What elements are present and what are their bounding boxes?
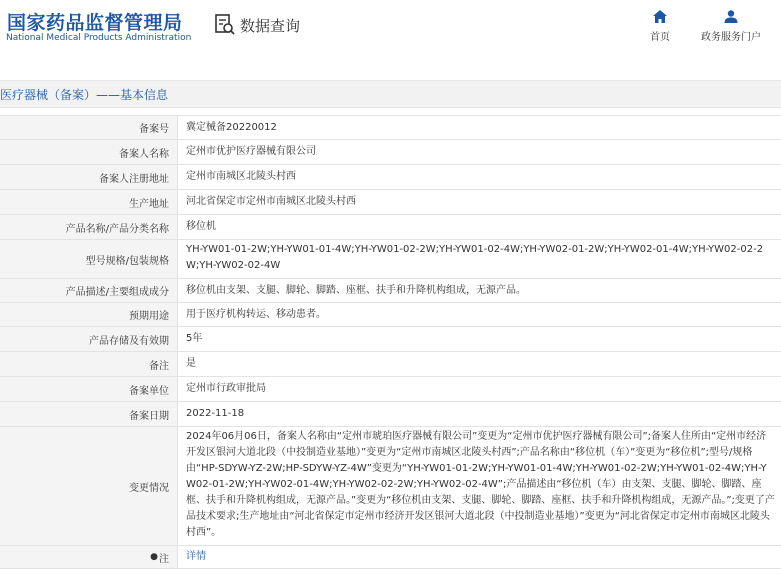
query-title: 数据查询 [240, 16, 301, 35]
row-label: 生产地址 [0, 190, 178, 214]
row-label: 产品名称/产品分类名称 [0, 215, 178, 239]
row-label: 备案日期 [0, 402, 178, 426]
table-row [0, 279, 781, 303]
home-icon [653, 10, 667, 23]
row-label: 备案号 [0, 116, 178, 139]
nav-service-portal[interactable] [701, 10, 761, 43]
row-value: 5年 [186, 333, 203, 344]
row-label: 型号规格/包装规格 [0, 240, 178, 278]
section-bar [0, 80, 781, 108]
table-row [0, 165, 781, 190]
row-label: 变更情况 [0, 427, 178, 545]
row-value: 移位机 [186, 221, 216, 232]
table-row [0, 427, 781, 546]
row-value: 是 [186, 358, 196, 369]
nav-home[interactable] [650, 10, 670, 43]
row-label: 预期用途 [0, 303, 178, 326]
table-row [0, 377, 781, 402]
row-value: 冀定械备20220012 [186, 121, 277, 133]
nav-service-portal-label: 政务服务门户 [701, 32, 761, 43]
table-row [0, 215, 781, 240]
row-value: 河北省保定市定州市南城区北陵头村西 [186, 196, 356, 207]
data-query-heading [214, 14, 300, 36]
row-label: 产品描述/主要组成成分 [0, 279, 178, 302]
table-row [0, 327, 781, 352]
details-link[interactable]: 详情 [186, 551, 206, 562]
note-label: ● 注 [0, 546, 178, 568]
row-label: 备案人名称 [0, 140, 178, 164]
nav-home-label: 首页 [650, 32, 670, 43]
document-search-icon [214, 14, 236, 36]
table-row [0, 140, 781, 165]
row-value: 2024年06月06日，备案人名称由“定州市琥珀医疗器械有限公司”变更为“定州市优护医疗器械有限公司”;备案人住所由“定州市经济开发区银河大道北段（中投制造业基地）”变更为“定州市南城区北陵头村西”;产品名称由“移位机（车）”变更为“移位机”;型号/规格由“HP-SDYW-YZ-2W;HP-SDYW-YZ-4W”变更为“YH-YW01-01-2W;YH-YW01-01-4W;YH-YW01-02-2W;YH-YW01-02-4W;YH-YW02-01-2W;YH-YW02-01-4W;YH-YW02-02-2W;YH-YW02-02-4W”;产品描述由“移位机（车）由支架、支腿、脚轮、脚踏、座框、扶手和升降机构组成，无源产品。”变更为“移位机由支架、支腿、脚轮、脚踏、座框、扶手和升降机构组成，无源产品。”;变更了产品技术要求;生产地址由“河北省保定市定州市经济开发区银河大道北段（中投制造业基地）”变更为“河北省保定市定州市南城区北陵头村西”。 [186, 431, 775, 538]
row-value: 2022-11-18 [186, 408, 245, 419]
detail-table [0, 115, 781, 569]
table-row [0, 116, 781, 140]
user-icon [724, 10, 738, 23]
table-row [0, 240, 781, 279]
note-value [178, 546, 781, 568]
logo-subtitle: National Medical Products Administration [6, 33, 192, 43]
row-label: 产品存储及有效期 [0, 327, 178, 351]
row-label: 备案人注册地址 [0, 165, 178, 189]
logo-title[interactable]: 国家药品监督管理局 [7, 12, 183, 34]
table-row [0, 190, 781, 215]
section-title: 医疗器械（备案）——基本信息 [0, 88, 169, 102]
row-value: 定州市优护医疗器械有限公司 [186, 146, 316, 157]
row-label: 备案单位 [0, 377, 178, 401]
row-value: 移位机由支架、支腿、脚轮、脚踏、座框、扶手和升降机构组成，无源产品。 [186, 284, 526, 296]
row-value: 定州市南城区北陵头村西 [186, 171, 296, 182]
table-row [0, 402, 781, 427]
row-value: 用于医疗机构转运、移动患者。 [186, 308, 326, 320]
row-value: YH-YW01-01-2W;YH-YW01-01-4W;YH-YW01-02-2W;YH-YW01-02-4W;YH-YW02-01-2W;YH-YW02-01-4W;YH-YW02-02-2W;YH-YW02-02-4W [186, 244, 764, 271]
row-value: 定州市行政审批局 [186, 383, 266, 394]
table-row [0, 303, 781, 327]
info-icon: ● [150, 552, 158, 562]
site-header [0, 0, 781, 64]
table-row [0, 352, 781, 377]
row-label: 备注 [0, 352, 178, 376]
table-row-note [0, 546, 781, 569]
